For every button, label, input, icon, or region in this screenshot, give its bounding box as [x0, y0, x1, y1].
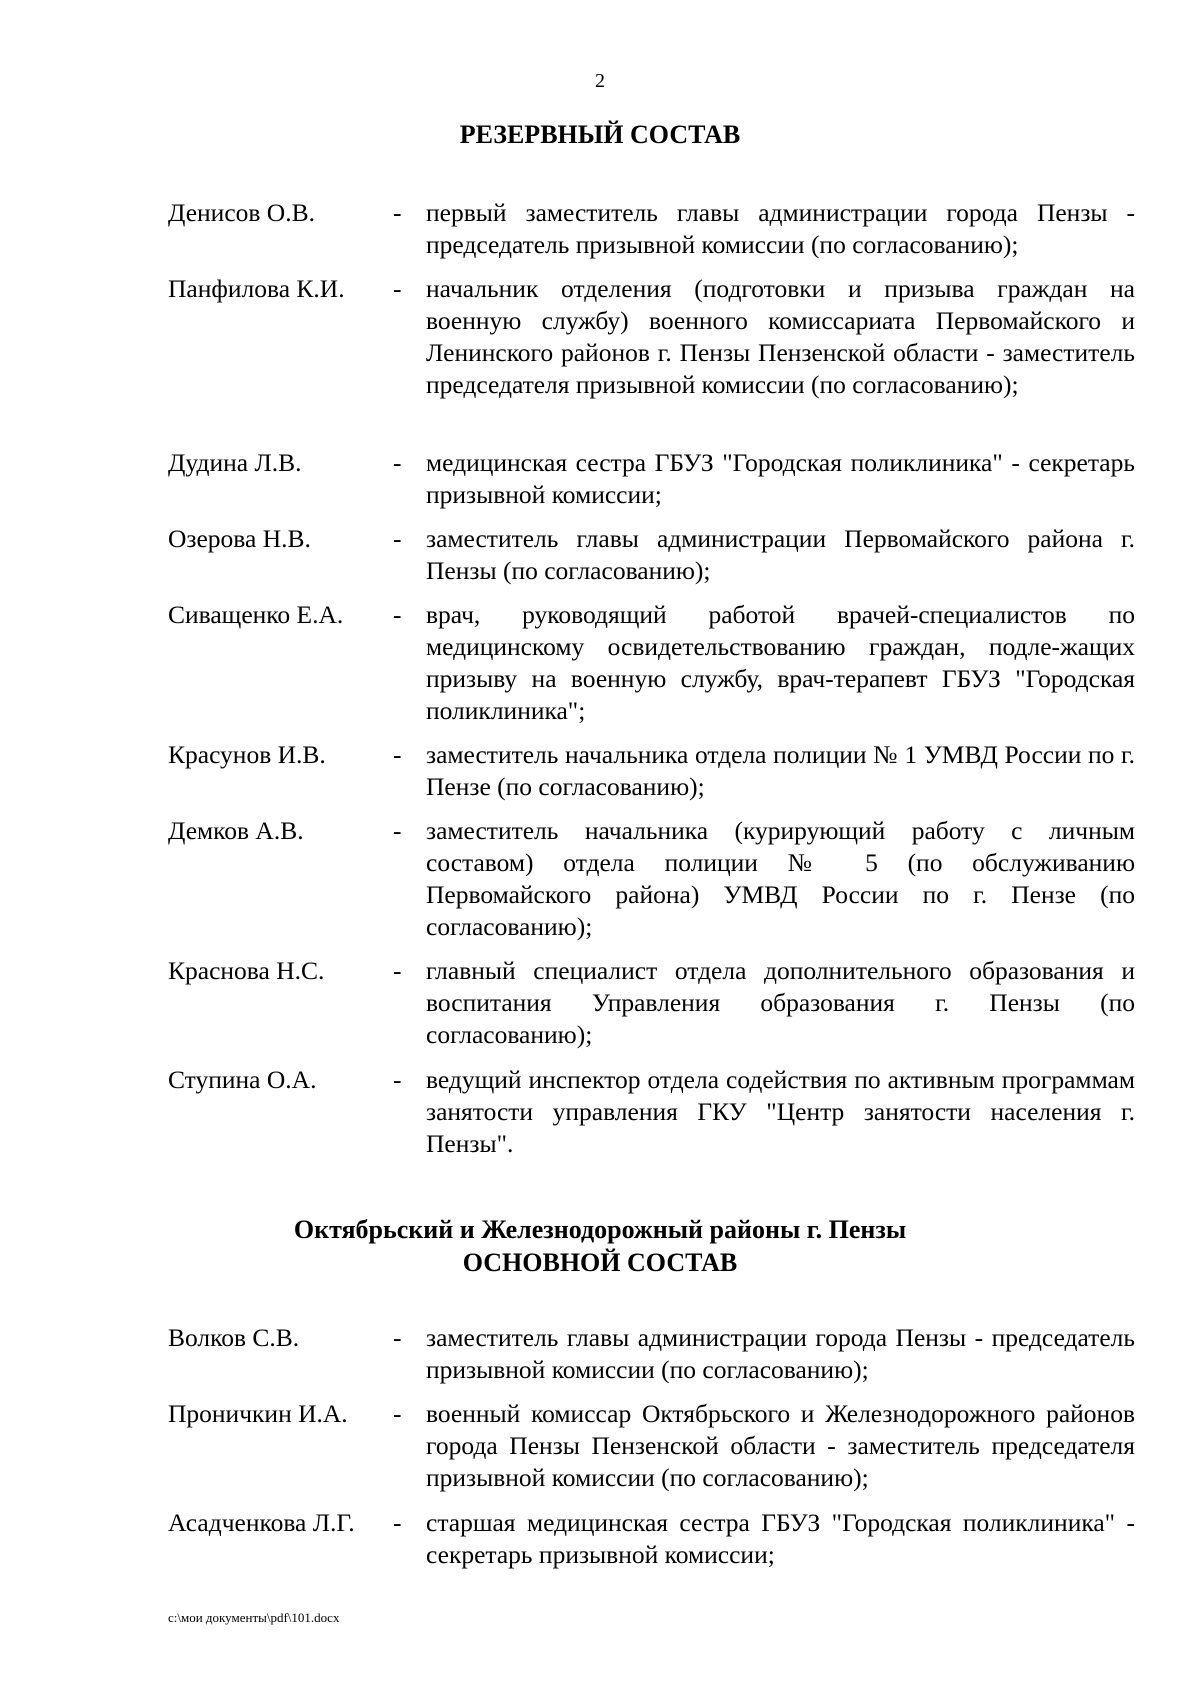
member-entry: [168, 1322, 1135, 1386]
member-description: старшая медицинская сестра ГБУЗ "Городская поликлиника" - секретарь призывной комиссии;: [426, 1508, 1135, 1569]
member-description: главный специалист отдела дополнительного образования и воспитания Управления образования г. Пензы (по согласованию);: [426, 956, 1135, 1049]
member-name: Ступина О.А.: [168, 1065, 317, 1094]
member-name: Проничкин И.А.: [168, 1399, 348, 1428]
member-dash: -: [393, 600, 402, 629]
member-description: начальник отделения (подготовки и призыва граждан на военную службу) военного комиссариата Первомайского и Ленинского районов г. Пензы Пензенской области - заместитель председателя призывной комиссии (по согласованию);: [426, 274, 1135, 399]
member-dash: -: [393, 198, 402, 227]
member-dash: -: [393, 740, 402, 769]
member-entry: [168, 1398, 1135, 1494]
member-description: заместитель главы администрации города Пензы - председатель призывной комиссии (по согласованию);: [426, 1323, 1135, 1384]
member-description: заместитель начальника отдела полиции № 1 УМВД России по г. Пензе (по согласованию);: [426, 740, 1135, 801]
member-description: медицинская сестра ГБУЗ "Городская поликлиника" - секретарь призывной комиссии;: [426, 448, 1135, 509]
member-name: Сиващенко Е.А.: [168, 600, 344, 629]
section-heading-reserve: РЕЗЕРВНЫЙ СОСТАВ: [459, 120, 741, 149]
member-name: Красунов И.В.: [168, 740, 326, 769]
member-entry: [168, 1064, 1135, 1160]
section-heading-main: ОСНОВНОЙ СОСТАВ: [462, 1248, 738, 1277]
member-name: Волков С.В.: [168, 1323, 300, 1352]
member-entry: [168, 955, 1135, 1051]
member-entry: [168, 599, 1135, 727]
member-description: врач, руководящий работой врачей-специалистов по медицинскому освидетельствованию граждан, подле-жащих призыву на военную службу, врач-терапевт ГБУЗ "Городская поликлиника";: [426, 600, 1135, 725]
member-entry: [168, 1507, 1135, 1571]
member-dash: -: [393, 816, 402, 845]
member-name: Асадченкова Л.Г.: [168, 1508, 355, 1537]
member-dash: -: [393, 448, 402, 477]
page-number: 2: [595, 70, 605, 92]
member-description: ведущий инспектор отдела содействия по активным программам занятости управления ГКУ "Центр занятости населения г. Пензы".: [426, 1065, 1135, 1158]
member-description: заместитель начальника (курирующий работу с личным составом) отдела полиции № 5 (по обслуживанию Первомайского района) УМВД России по г. Пензе (по согласованию);: [426, 816, 1135, 941]
member-description: заместитель главы администрации Первомайского района г. Пензы (по согласованию);: [426, 524, 1135, 585]
member-entry: [168, 273, 1135, 401]
member-dash: -: [393, 274, 402, 303]
member-dash: -: [393, 956, 402, 985]
member-dash: -: [393, 524, 402, 553]
member-entry: [168, 523, 1135, 587]
member-description: первый заместитель главы администрации города Пензы - председатель призывной комиссии (по согласованию);: [426, 198, 1135, 259]
member-entry: [168, 739, 1135, 803]
member-dash: -: [393, 1508, 402, 1537]
member-description: военный комиссар Октябрьского и Железнодорожного районов города Пензы Пензенской области - заместитель председателя призывной комиссии (по согласованию);: [426, 1399, 1135, 1492]
member-name: Краснова Н.С.: [168, 956, 325, 985]
member-entry: [168, 197, 1135, 261]
member-dash: -: [393, 1323, 402, 1352]
member-name: Дудина Л.В.: [168, 448, 302, 477]
footer-file-path: c:\мои документы\pdf\101.docx: [168, 1610, 340, 1625]
section-heading-district: Октябрьский и Железнодорожный районы г. Пензы: [293, 1215, 907, 1244]
member-dash: -: [393, 1399, 402, 1428]
member-dash: -: [393, 1065, 402, 1094]
member-entry: [168, 447, 1135, 511]
member-name: Денисов О.В.: [168, 198, 315, 227]
member-name: Панфилова К.И.: [168, 274, 345, 303]
member-name: Демков А.В.: [168, 816, 304, 845]
member-entry: [168, 815, 1135, 943]
member-name: Озерова Н.В.: [168, 524, 311, 553]
